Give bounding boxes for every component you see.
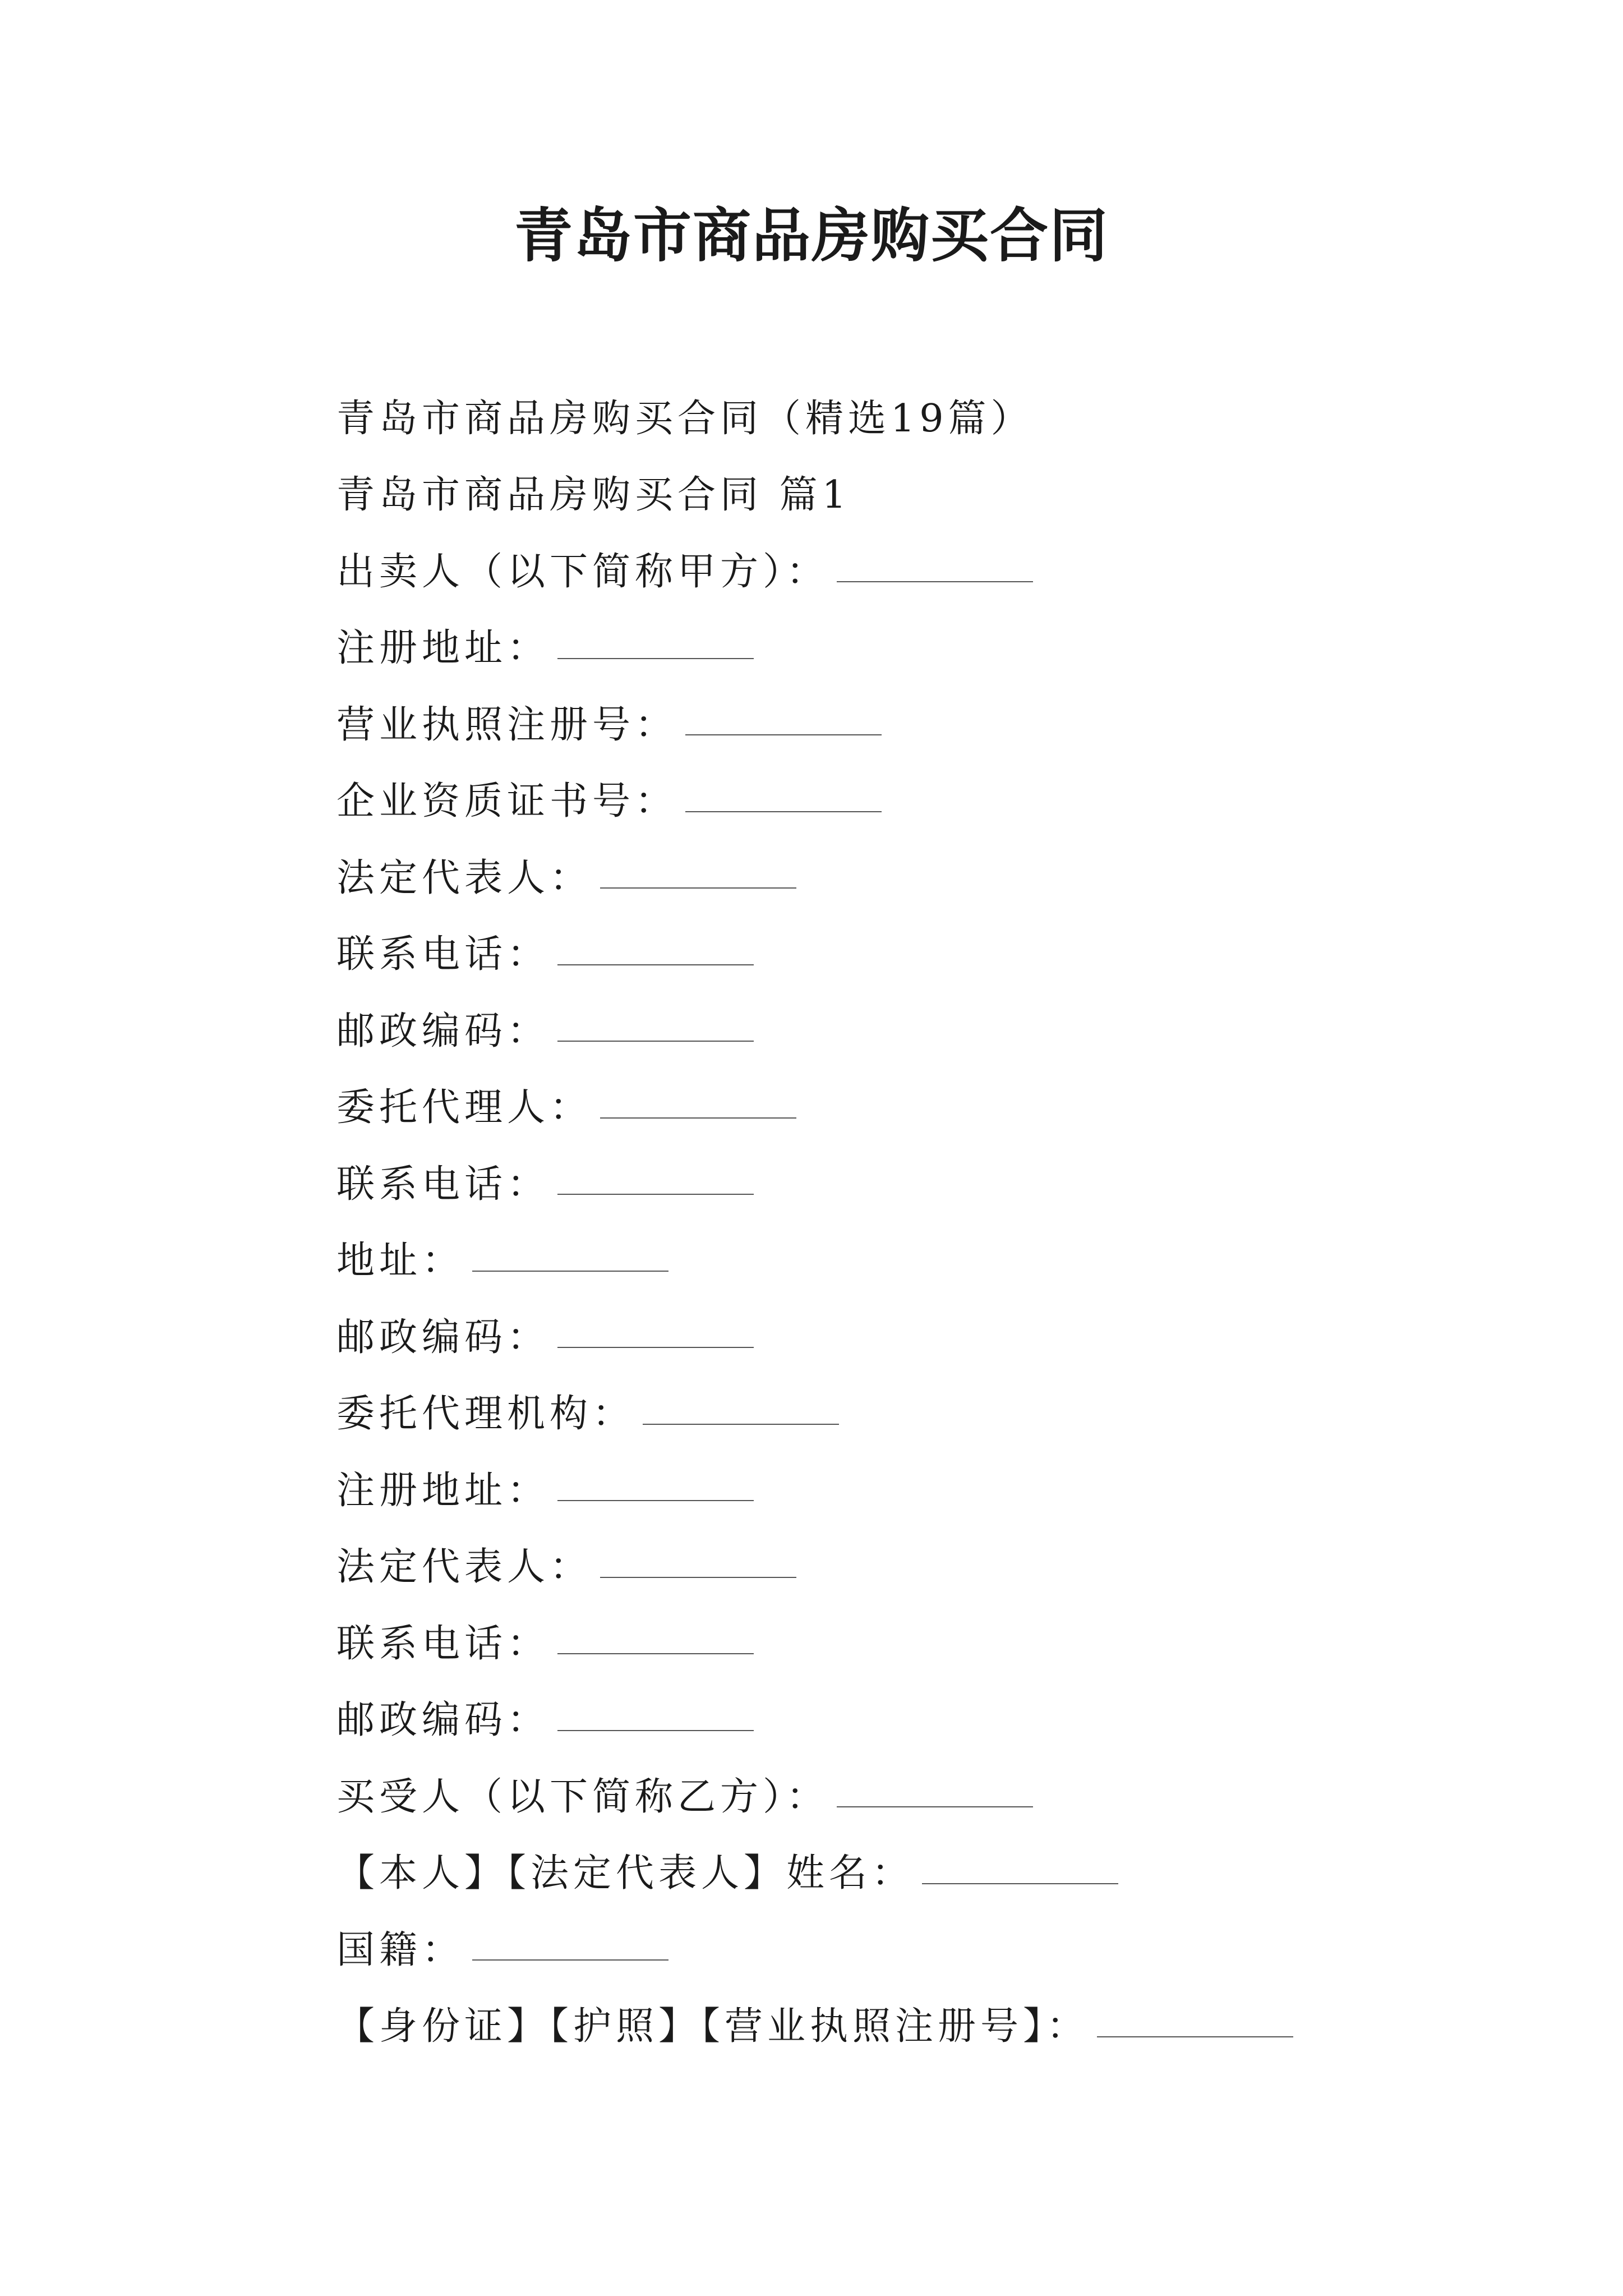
section-heading-line: [336, 454, 1514, 531]
field-label: 出卖人（以下简称甲方）：: [336, 549, 829, 594]
postal-code-line: [336, 1296, 1514, 1373]
fill-in-blank: [643, 1424, 839, 1425]
fill-in-blank: [557, 964, 754, 965]
line-text: 青岛市商品房购买合同 篇1: [336, 473, 851, 518]
fill-in-blank: [557, 1194, 754, 1195]
buyer-name-line: [336, 1832, 1514, 1909]
fill-in-blank: [1097, 2036, 1293, 2037]
field-label: 注册地址：: [336, 626, 550, 671]
field-label: 买受人（以下简称乙方）：: [336, 1774, 829, 1819]
fill-in-blank: [685, 734, 882, 735]
fill-in-blank: [557, 1730, 754, 1731]
fill-in-blank: [557, 1041, 754, 1042]
fill-in-blank: [472, 1271, 668, 1272]
fill-in-blank: [685, 811, 882, 812]
agency-line: [336, 1373, 1514, 1450]
fill-in-blank: [600, 1117, 796, 1119]
phone-line: [336, 913, 1514, 990]
field-label: 邮政编码：: [336, 1009, 550, 1053]
postal-code-line: [336, 1679, 1514, 1756]
registered-address-line: [336, 1449, 1514, 1526]
fill-in-blank: [557, 1347, 754, 1348]
fill-in-blank: [600, 887, 796, 889]
field-label: 国籍：: [336, 1927, 465, 1972]
seller-line: [336, 530, 1514, 607]
nationality-line: [336, 1908, 1514, 1985]
fill-in-blank: [557, 658, 754, 659]
field-label: 联系电话：: [336, 1162, 550, 1207]
postal-code-line: [336, 990, 1514, 1066]
field-label: 【身份证】【护照】【营业执照注册号】：: [336, 2004, 1090, 2049]
business-license-line: [336, 683, 1514, 760]
document-title: 青岛市商品房购买合同: [514, 201, 1109, 270]
line-text: 青岛市商品房购买合同（精选19篇）: [336, 396, 1034, 441]
field-label: 营业执照注册号：: [336, 702, 678, 747]
legal-representative-line: [336, 1526, 1514, 1603]
field-label: 注册地址：: [336, 1468, 550, 1513]
field-label: 【本人】【法定代表人】姓名：: [336, 1851, 915, 1896]
field-label: 委托代理人：: [336, 1085, 593, 1130]
phone-line: [336, 1143, 1514, 1220]
fill-in-blank: [600, 1577, 796, 1578]
registered-address-line: [336, 607, 1514, 684]
field-label: 邮政编码：: [336, 1315, 550, 1360]
id-document-line: [336, 1985, 1514, 2062]
field-label: 联系电话：: [336, 1621, 550, 1666]
legal-representative-line: [336, 836, 1514, 913]
field-label: 法定代表人：: [336, 1545, 593, 1590]
buyer-line: [336, 1755, 1514, 1832]
fill-in-blank: [922, 1883, 1118, 1884]
fill-in-blank: [837, 1806, 1033, 1807]
field-label: 企业资质证书号：: [336, 779, 678, 824]
field-label: 地址：: [336, 1239, 465, 1283]
authorized-agent-line: [336, 1066, 1514, 1143]
field-label: 法定代表人：: [336, 855, 593, 900]
qualification-certificate-line: [336, 760, 1514, 837]
document-body: [336, 377, 1514, 2062]
field-label: 委托代理机构：: [336, 1392, 635, 1437]
fill-in-blank: [557, 1500, 754, 1501]
phone-line: [336, 1602, 1514, 1679]
fill-in-blank: [472, 1959, 668, 1961]
fill-in-blank: [837, 581, 1033, 582]
subtitle-line: [336, 377, 1514, 454]
field-label: 邮政编码：: [336, 1698, 550, 1743]
fill-in-blank: [557, 1653, 754, 1654]
address-line: [336, 1220, 1514, 1296]
field-label: 联系电话：: [336, 932, 550, 977]
